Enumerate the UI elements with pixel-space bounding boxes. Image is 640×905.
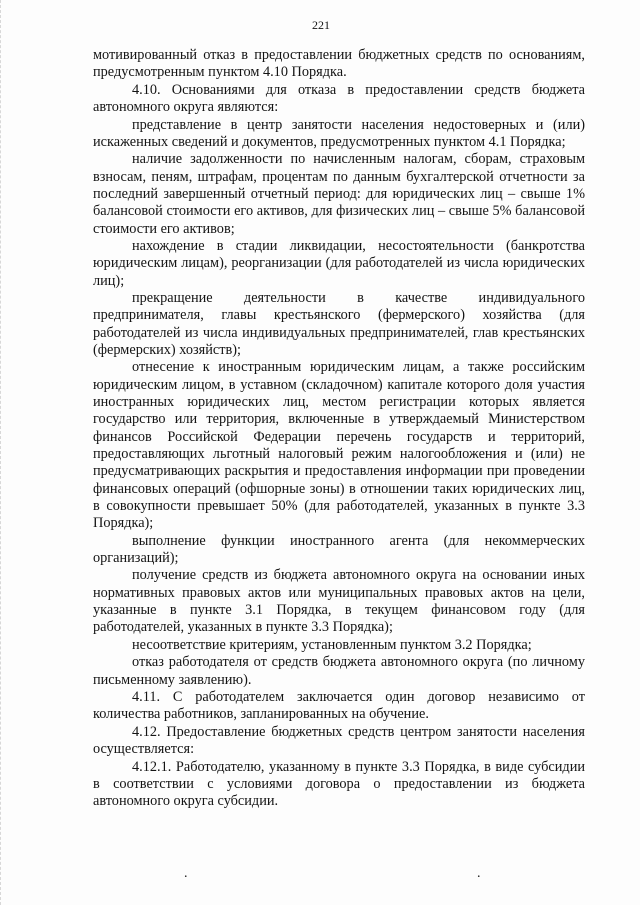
- paragraph-liquidation: нахождение в стадии ликвидации, несостоятельности (банкротства юридическим лицам), реорганизации (для работодателей из числа юридических лиц);: [93, 238, 585, 289]
- footer-mark-right: .: [477, 866, 481, 881]
- paragraph-false-documents: представление в центр занятости населения недостоверных и (или) искаженных сведений и документов, предусмотренных пунктом 4.1 Порядка;: [93, 116, 585, 150]
- paragraph-4-10: 4.10. Основаниями для отказа в предоставлении средств бюджета автономного округа являются:: [93, 81, 585, 116]
- paragraph-4-12-1: 4.12.1. Работодателю, указанному в пункте 3.3 Порядка, в виде субсидии в соответствии с условиями договора о предоставлении из бюджета автономного округа субсидии.: [93, 758, 585, 810]
- paragraph-termination: прекращение деятельности в качестве индивидуального предпринимателя, главы крестьянского (фермерского) хозяйства (для работодателей из числа индивидуальных предпринимателей, глав крестьянских (фермерских) хозяйств);: [93, 290, 585, 358]
- page-number: 221: [312, 18, 330, 32]
- paragraph-foreign-agent: выполнение функции иностранного агента (для некоммерческих организаций);: [93, 532, 585, 566]
- paragraph-tax-debt: наличие задолженности по начисленным налогам, сборам, страховым взносам, пеням, штрафам, процентам по данным бухгалтерской отчетности за последний завершенный отчетный период: для юридических лиц – свыше 1% балансовой стоимости его активов, для физических лиц – свыше 5% балансовой стоимости его активов;: [93, 151, 585, 237]
- paragraph-4-12: 4.12. Предоставление бюджетных средств центром занятости населения осуществляется:: [93, 723, 585, 758]
- paragraph-employer-refusal: отказ работодателя от средств бюджета автономного округа (по личному письменному заявлению).: [93, 654, 585, 688]
- paragraph-4-11: 4.11. С работодателем заключается один договор независимо от количества работников, запланированных на обучение.: [93, 689, 585, 723]
- paragraph-refusal-continuation: мотивированный отказ в предоставлении бюджетных средств по основаниям, предусмотренным пунктом 4.10 Порядка.: [93, 47, 585, 81]
- footer-mark-left: .: [184, 866, 188, 881]
- document-body: [93, 47, 585, 811]
- paragraph-other-funding: получение средств из бюджета автономного округа на основании иных нормативных правовых актов или муниципальных правовых актов на цели, указанные в пункте 3.1 Порядка, в текущем финансовом году (для работодателей, указанных в пункте 3.3 Порядка);: [93, 567, 585, 636]
- paragraph-foreign-entities: отнесение к иностранным юридическим лицам, а также российским юридическим лицом, в уставном (складочном) капитале которого доля участия иностранных юридических лиц, местом регистрации которых является государство или территория, включенные в утверждаемый Министерством финансов Российской Федерации перечень государств и территорий, предоставляющих льготный налоговый режим налогообложения и (или) не предусматривающих раскрытия и предоставления информации при проведении финансовых операций (офшорные зоны) в отношении таких юридических лиц, в совокупности превышает 50% (для работодателей, указанных в пункте 3.3 Порядка);: [93, 359, 585, 532]
- paragraph-criteria-mismatch: несоответствие критериям, установленным пунктом 3.2 Порядка;: [132, 636, 532, 653]
